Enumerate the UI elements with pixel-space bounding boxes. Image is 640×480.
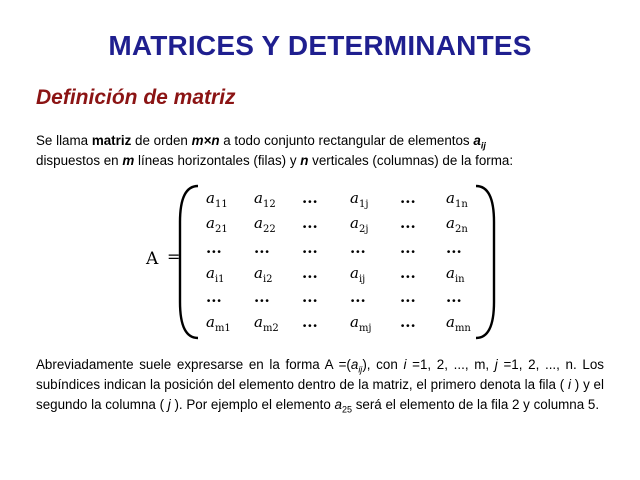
text: líneas horizontales (filas) y bbox=[134, 153, 301, 168]
matrix-cell: ... bbox=[254, 239, 270, 257]
matrix-cell: ... bbox=[400, 189, 416, 207]
text: será el elemento de la fila 2 y columna 5. bbox=[351, 397, 600, 412]
matrix-lhs: A bbox=[146, 249, 159, 269]
section-subtitle: Definición de matriz bbox=[36, 86, 236, 109]
matrix-cell: ... bbox=[206, 288, 222, 306]
var-m: m bbox=[122, 153, 135, 168]
matrix-cell: ... bbox=[254, 288, 270, 306]
matrix-cell: $a_{1j}$ bbox=[350, 189, 369, 210]
matrix-cell: $a_{21}$ bbox=[206, 214, 228, 235]
matrix-cell: $a_{in}$ bbox=[446, 264, 465, 285]
matrix-cell: ... bbox=[446, 288, 462, 306]
matrix-cell: $a_{22}$ bbox=[254, 214, 276, 235]
left-parenthesis bbox=[180, 186, 198, 338]
matrix-cell: $a_{2n}$ bbox=[446, 214, 468, 235]
var-i: i bbox=[403, 357, 407, 372]
matrix-cell: ... bbox=[302, 264, 318, 282]
matrix-cell: $a_{i2}$ bbox=[254, 264, 273, 285]
var-i: i bbox=[568, 377, 571, 392]
var-j: j bbox=[167, 397, 171, 412]
text: verticales (columnas) de la forma: bbox=[308, 153, 514, 168]
matrix-cell: $a_{2j}$ bbox=[350, 214, 369, 235]
subscript-ij: ij bbox=[358, 364, 363, 375]
var-n: n bbox=[300, 153, 309, 168]
matrix-cell: $a_{i1}$ bbox=[206, 264, 225, 285]
text: a todo conjunto rectangular de elementos bbox=[219, 133, 474, 148]
slide-title: MATRICES Y DETERMINANTES bbox=[108, 30, 532, 61]
matrix-cell: $a_{mn}$ bbox=[446, 313, 471, 334]
matrix-cell: ... bbox=[302, 214, 318, 232]
element-symbol: a bbox=[473, 133, 481, 148]
text: ), con bbox=[362, 357, 404, 372]
definition-line-1 bbox=[36, 131, 604, 151]
text: =1, 2, ..., n. Los subíndices indican la posición del elemento dentro de la matriz, el primero denota la fila ( bbox=[36, 357, 605, 392]
element-subscript: ij bbox=[480, 140, 486, 151]
matrix-cell: ... bbox=[302, 288, 318, 306]
symbol-a: a bbox=[334, 397, 342, 412]
matrix-cell: $a_{11}$ bbox=[206, 189, 228, 210]
matrix-cell: ... bbox=[400, 214, 416, 232]
subscript-25: 25 bbox=[341, 404, 352, 415]
text: Se llama bbox=[36, 133, 92, 148]
matrix-cell: ... bbox=[302, 189, 318, 207]
matrix-cell: $a_{ij}$ bbox=[350, 264, 366, 285]
matrix-cell: $a_{m2}$ bbox=[254, 313, 279, 334]
definition-paragraph bbox=[36, 131, 604, 171]
text: ) y el segundo la columna ( bbox=[36, 377, 604, 412]
text: de orden bbox=[131, 133, 192, 148]
matrix-cell: ... bbox=[302, 313, 318, 331]
text: Abreviadamente suele expresarse en la forma A =( bbox=[36, 357, 351, 372]
matrix-cell: ... bbox=[400, 239, 416, 257]
definition-line-2 bbox=[36, 151, 604, 171]
matrix-cells bbox=[206, 189, 471, 334]
matrix-cell: ... bbox=[350, 239, 366, 257]
matrix-cell: ... bbox=[400, 264, 416, 282]
matrix-cell: $a_{m1}$ bbox=[206, 313, 231, 334]
order-mxn: m×n bbox=[191, 133, 220, 148]
matrix-cell: $a_{mj}$ bbox=[350, 313, 372, 334]
summary-paragraph bbox=[36, 355, 604, 415]
matrix-cell: ... bbox=[400, 288, 416, 306]
matrix-cell: ... bbox=[400, 313, 416, 331]
symbol-a: a bbox=[350, 357, 359, 372]
matrix-cell: ... bbox=[302, 239, 318, 257]
matrix-equals: = bbox=[167, 247, 181, 266]
text: dispuestos en bbox=[36, 153, 123, 168]
var-j: j bbox=[494, 357, 498, 372]
matrix-cell: ... bbox=[350, 288, 366, 306]
general-matrix bbox=[140, 182, 500, 342]
matrix-cell: ... bbox=[446, 239, 462, 257]
right-parenthesis bbox=[476, 186, 494, 338]
matrix-cell: $a_{12}$ bbox=[254, 189, 276, 210]
text: ). Por ejemplo el elemento bbox=[170, 397, 335, 412]
matrix-cell: ... bbox=[206, 239, 222, 257]
term-matriz: matriz bbox=[91, 133, 132, 148]
matrix-cell: $a_{1n}$ bbox=[446, 189, 468, 210]
text: =1, 2, ..., m, bbox=[406, 357, 495, 372]
